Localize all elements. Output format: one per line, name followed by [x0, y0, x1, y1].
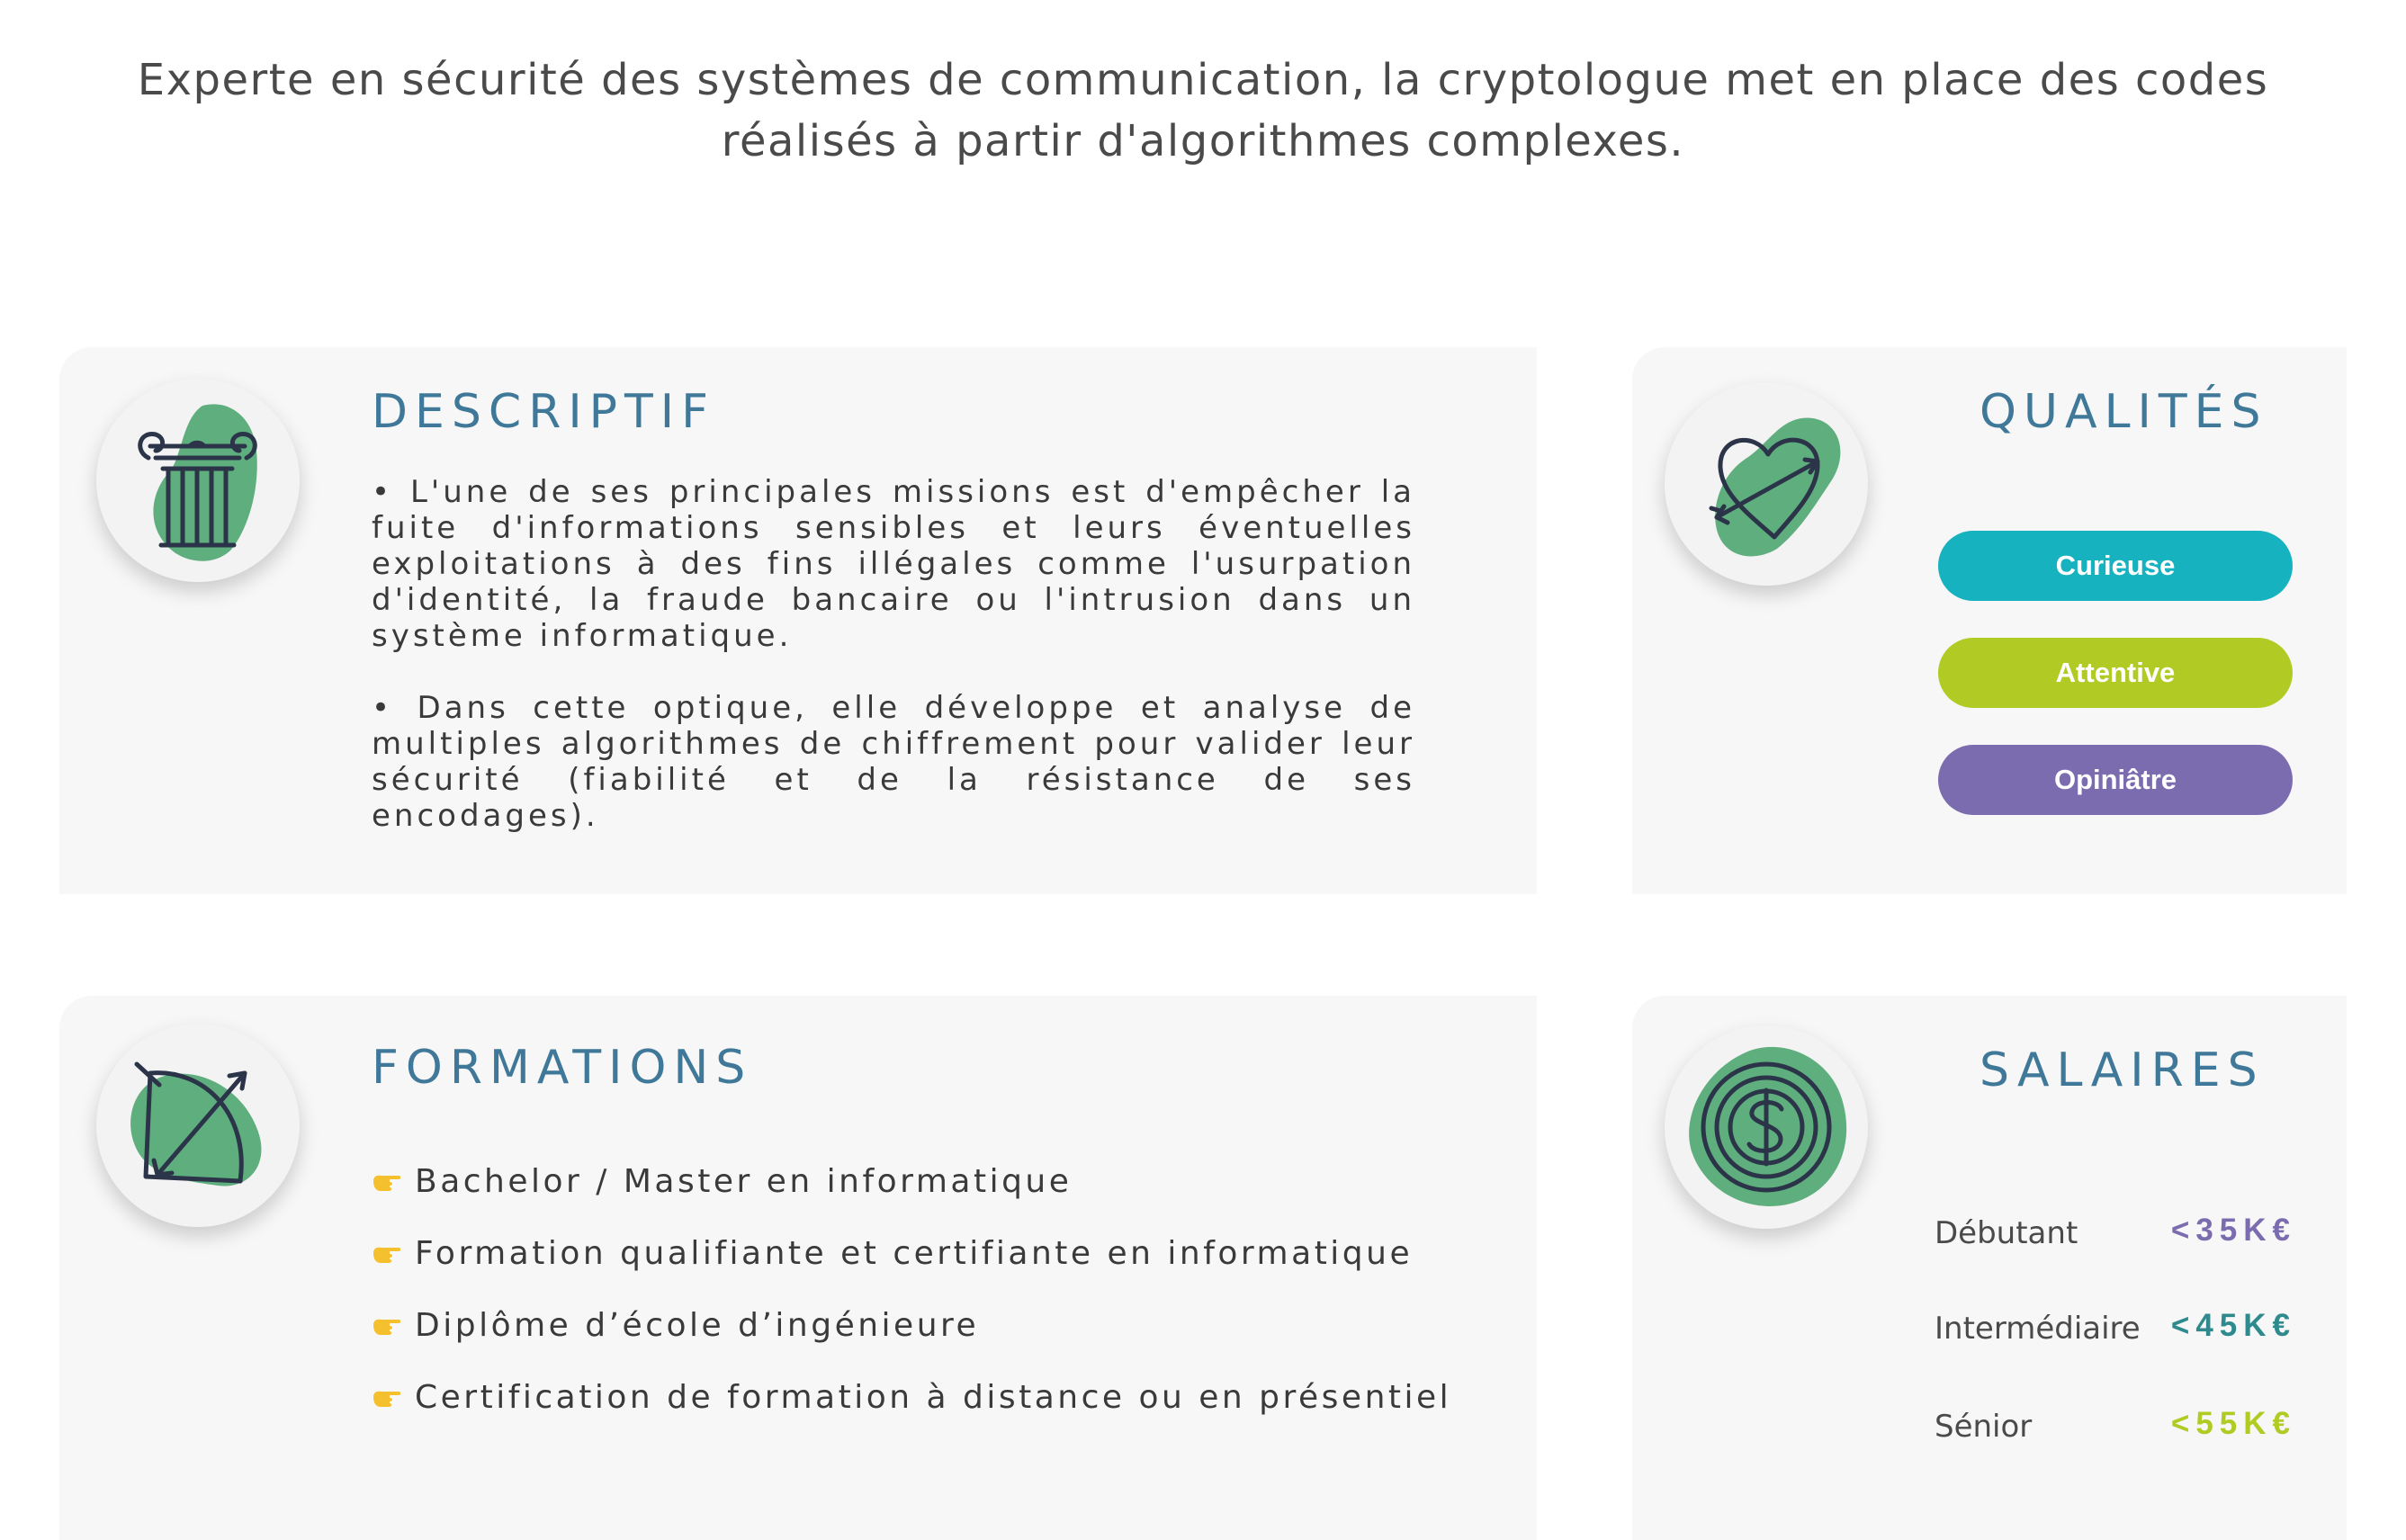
intro-text: [0, 49, 2406, 172]
formations-list: [372, 1160, 1451, 1448]
salary-value-senior: <55K€: [2170, 1406, 2296, 1441]
dollar-coin-icon: [1665, 1025, 1868, 1229]
salary-value-intermediaire: <45K€: [2170, 1308, 2296, 1343]
salary-label-intermediaire: Intermédiaire: [1935, 1311, 2141, 1347]
descriptif-paragraph: • L'une de ses principales missions est d'empêcher la fuite d'informations sensibles et leurs éventuelles exploitations à des fins illégales comme l'usurpation d'identité, la fraude bancaire ou l'intrusion dans un système informatique.: [372, 474, 1415, 654]
descriptif-title: DESCRIPTIF: [372, 385, 716, 439]
salaires-title: SALAIRES: [1980, 1043, 2265, 1097]
salary-label-debutant: Débutant: [1935, 1215, 2078, 1251]
quality-badge-attentive: Attentive: [1938, 638, 2293, 708]
formation-text: Formation qualifiante et certifiante en informatique: [415, 1235, 1414, 1272]
pointing-hand-icon: [372, 1314, 402, 1338]
list-item: [372, 1304, 1451, 1376]
intro-line-2: réalisés à partir d'algorithmes complexes.: [721, 116, 1685, 166]
list-item: [372, 1160, 1451, 1232]
formation-text: Bachelor / Master en informatique: [415, 1163, 1073, 1200]
bow-arrow-icon: [96, 1024, 300, 1227]
formations-title: FORMATIONS: [372, 1041, 753, 1095]
column-icon: [96, 379, 300, 582]
quality-badge-curieuse: Curieuse: [1938, 531, 2293, 601]
formation-text: Diplôme d’école d’ingénieure: [415, 1307, 980, 1344]
descriptif-paragraph: • Dans cette optique, elle développe et analyse de multiples algorithmes de chiffrement pour valider leur sécurité (fiabilité et de la résistance de ses encodages).: [372, 690, 1415, 834]
heart-arrow-icon: [1665, 382, 1868, 586]
pointing-hand-icon: [372, 1386, 402, 1410]
salary-value-debutant: <35K€: [2170, 1213, 2296, 1248]
quality-badge-opiniatre: Opiniâtre: [1938, 745, 2293, 815]
pointing-hand-icon: [372, 1242, 402, 1266]
list-item: [372, 1232, 1451, 1304]
formation-text: Certification de formation à distance ou en présentiel: [415, 1379, 1452, 1416]
descriptif-body: [372, 474, 1415, 870]
pointing-hand-icon: [372, 1170, 402, 1194]
salary-label-senior: Sénior: [1935, 1409, 2033, 1445]
list-item: [372, 1376, 1451, 1448]
intro-line-1: Experte en sécurité des systèmes de communication, la cryptologue met en place des codes: [137, 55, 2269, 105]
qualites-title: QUALITÉS: [1980, 385, 2268, 439]
